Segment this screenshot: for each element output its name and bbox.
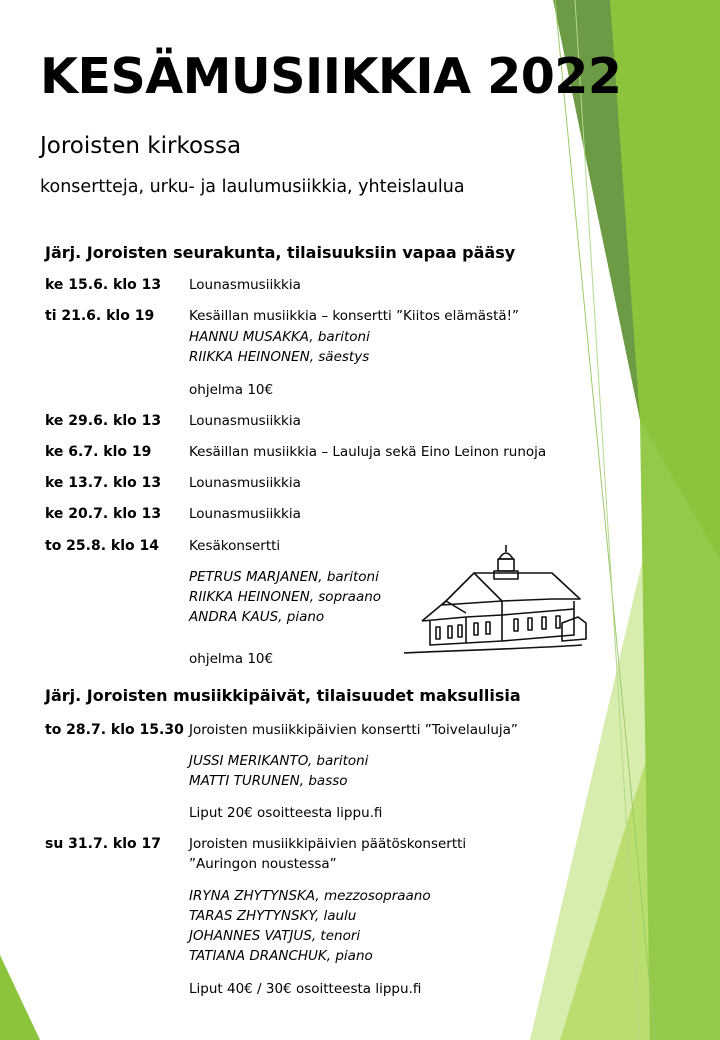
performer: ANDRA KAUS, piano <box>189 609 325 625</box>
event-date: to 25.8. klo 14 <box>45 538 160 554</box>
event-date: ke 15.6. klo 13 <box>45 277 162 293</box>
event-date: to 28.7. klo 15.30 <box>45 722 184 738</box>
event-date: ke 29.6. klo 13 <box>45 413 162 429</box>
performer: RIIKKA HEINONEN, säestys <box>189 349 370 365</box>
performer: PETRUS MARJANEN, baritoni <box>189 569 379 585</box>
event-note: Liput 40€ / 30€ osoitteesta lippu.fi <box>189 981 422 997</box>
event-note: Liput 20€ osoitteesta lippu.fi <box>189 805 383 821</box>
event-date: su 31.7. klo 17 <box>45 836 161 852</box>
event-title: Lounasmusiikkia <box>189 413 301 429</box>
event-title: Joroisten musiikkipäivien konsertti ”Toivelauluja” <box>189 722 518 738</box>
event-date: ke 13.7. klo 13 <box>45 475 162 491</box>
performer: IRYNA ZHYTYNSKA, mezzosopraano <box>189 888 431 904</box>
event-date: ke 6.7. klo 19 <box>45 444 152 460</box>
poster-subtitle: Joroisten kirkossa <box>40 133 242 159</box>
section2-heading: Järj. Joroisten musiikkipäivät, tilaisuudet maksullisia <box>45 686 521 705</box>
performer: HANNU MUSAKKA, baritoni <box>189 329 370 345</box>
event-title: Kesäillan musiikkia – Lauluja sekä Eino Leinon runoja <box>189 444 547 460</box>
poster-tagline: konsertteja, urku- ja laulumusiikkia, yhteislaulua <box>40 177 465 197</box>
event-date: ti 21.6. klo 19 <box>45 308 155 324</box>
event-title: Kesäkonsertti <box>189 538 281 554</box>
performer: JOHANNES VATJUS, tenori <box>189 928 361 944</box>
event-title: Joroisten musiikkipäivien päätöskonsertti <box>189 836 467 852</box>
performer: JUSSI MERIKANTO, baritoni <box>189 753 369 769</box>
performer: MATTI TURUNEN, basso <box>189 773 348 789</box>
event-title: Lounasmusiikkia <box>189 506 301 522</box>
performer: TARAS ZHYTYNSKY, laulu <box>189 908 357 924</box>
section1-heading: Järj. Joroisten seurakunta, tilaisuuksiin vapaa pääsy <box>45 243 516 262</box>
event-date: ke 20.7. klo 13 <box>45 506 162 522</box>
event-title-line2: ”Auringon noustessa” <box>189 856 337 872</box>
event-note: ohjelma 10€ <box>189 651 274 667</box>
poster-title: KESÄMUSIIKKIA 2022 <box>40 48 622 105</box>
church-illustration <box>402 543 590 658</box>
event-title: Kesäillan musiikkia – konsertti ”Kiitos elämästä!” <box>189 308 520 324</box>
performer: TATIANA DRANCHUK, piano <box>189 948 373 964</box>
event-title: Lounasmusiikkia <box>189 277 301 293</box>
event-note: ohjelma 10€ <box>189 382 274 398</box>
event-title: Lounasmusiikkia <box>189 475 301 491</box>
performer: RIIKKA HEINONEN, sopraano <box>189 589 382 605</box>
